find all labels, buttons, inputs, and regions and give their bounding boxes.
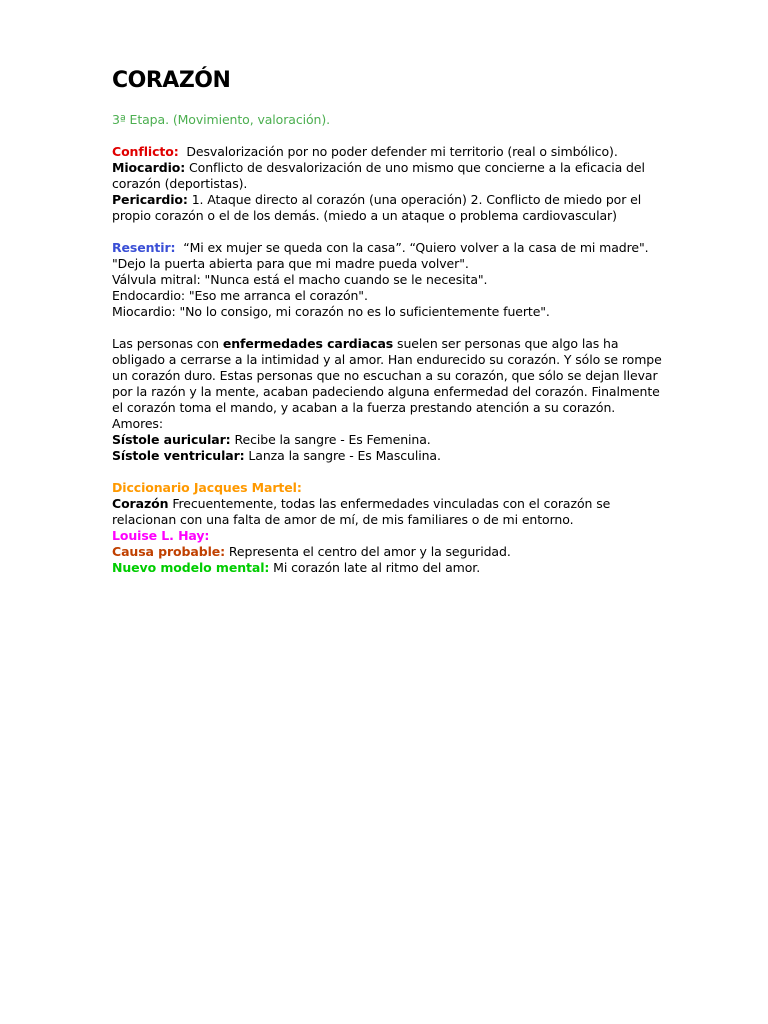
document-content xyxy=(112,66,672,576)
diccionario-label: Diccionario Jacques Martel: xyxy=(112,480,302,495)
pericardio-label: Pericardio: xyxy=(112,192,188,207)
resentir-text: “Mi ex mujer se queda con la casa”. “Quiero volver a la casa de mi madre". "Dejo la puerta abierta para que mi madre pueda volver". xyxy=(112,240,649,271)
endocardio-line: Endocardio: "Eso me arranca el corazón". xyxy=(112,288,368,303)
sistole-ventricular-label: Sístole ventricular: xyxy=(112,448,245,463)
miocardio-resentir-line: Miocardio: "No lo consigo, mi corazón no es lo suficientemente fuerte". xyxy=(112,304,550,319)
miocardio-line xyxy=(112,160,672,192)
nuevo-label: Nuevo modelo mental: xyxy=(112,560,270,575)
spacer xyxy=(112,464,672,480)
valvula-mitral-line: Válvula mitral: "Nunca está el macho cuando se le necesita". xyxy=(112,272,488,287)
sistole-auricular-label: Sístole auricular: xyxy=(112,432,231,447)
pericardio-text: 1. Ataque directo al corazón (una operación) 2. Conflicto de miedo por el propio corazón o el de los demás. (miedo a un ataque o problema cardiovascular) xyxy=(112,192,642,223)
amores-line: Amores: xyxy=(112,416,163,431)
body-paragraph xyxy=(112,336,672,416)
sistole-ventricular-text: Lanza la sangre - Es Masculina. xyxy=(248,448,441,463)
causa-label: Causa probable: xyxy=(112,544,226,559)
resentir-label: Resentir: xyxy=(112,240,176,255)
causa-text: Representa el centro del amor y la seguridad. xyxy=(228,544,511,559)
pericardio-line xyxy=(112,192,672,224)
conflicto-line xyxy=(112,144,672,160)
sistole-auricular-text: Recibe la sangre - Es Femenina. xyxy=(234,432,431,447)
paragraph-pre: Las personas con xyxy=(112,336,219,351)
corazon-text: Frecuentemente, todas las enfermedades vinculadas con el corazón se relacionan con una falta de amor de mí, de mis familiares o de mi entorno. xyxy=(112,496,611,527)
diccionario-heading xyxy=(112,480,672,496)
sistole-ventricular-line xyxy=(112,448,672,464)
corazon-definition xyxy=(112,496,672,528)
paragraph-bold: enfermedades cardiacas xyxy=(222,336,394,351)
miocardio-text: Conflicto de desvalorización de uno mismo que concierne a la eficacia del corazón (deportistas). xyxy=(112,160,645,191)
spacer xyxy=(112,224,672,240)
louise-heading xyxy=(112,528,672,544)
sistole-auricular-line xyxy=(112,432,672,448)
nuevo-modelo-line xyxy=(112,560,672,576)
nuevo-text: Mi corazón late al ritmo del amor. xyxy=(273,560,481,575)
louise-label: Louise L. Hay: xyxy=(112,528,210,543)
page-title: CORAZÓN xyxy=(112,68,231,93)
conflicto-label: Conflicto: xyxy=(112,144,179,159)
paragraph-post: suelen ser personas que algo las ha obligado a cerrarse a la intimidad y al amor. Han endurecido su corazón. Y sólo se rompe un corazón duro. Estas personas que no escuchan a su corazón, que sólo se dejan llevar por la razón y la mente, acaban padeciendo alguna enfermedad del corazón. Finalmente el corazón toma el mando, y acaban a la fuerza prestando atención a su corazón. xyxy=(112,336,662,415)
corazon-label: Corazón xyxy=(112,496,169,511)
resentir-line xyxy=(112,240,672,272)
conflicto-text: Desvalorización por no poder defender mi territorio (real o simbólico). xyxy=(186,144,618,159)
stage-line: 3ª Etapa. (Movimiento, valoración). xyxy=(112,112,330,127)
miocardio-label: Miocardio: xyxy=(112,160,186,175)
spacer xyxy=(112,320,672,336)
causa-line xyxy=(112,544,672,560)
